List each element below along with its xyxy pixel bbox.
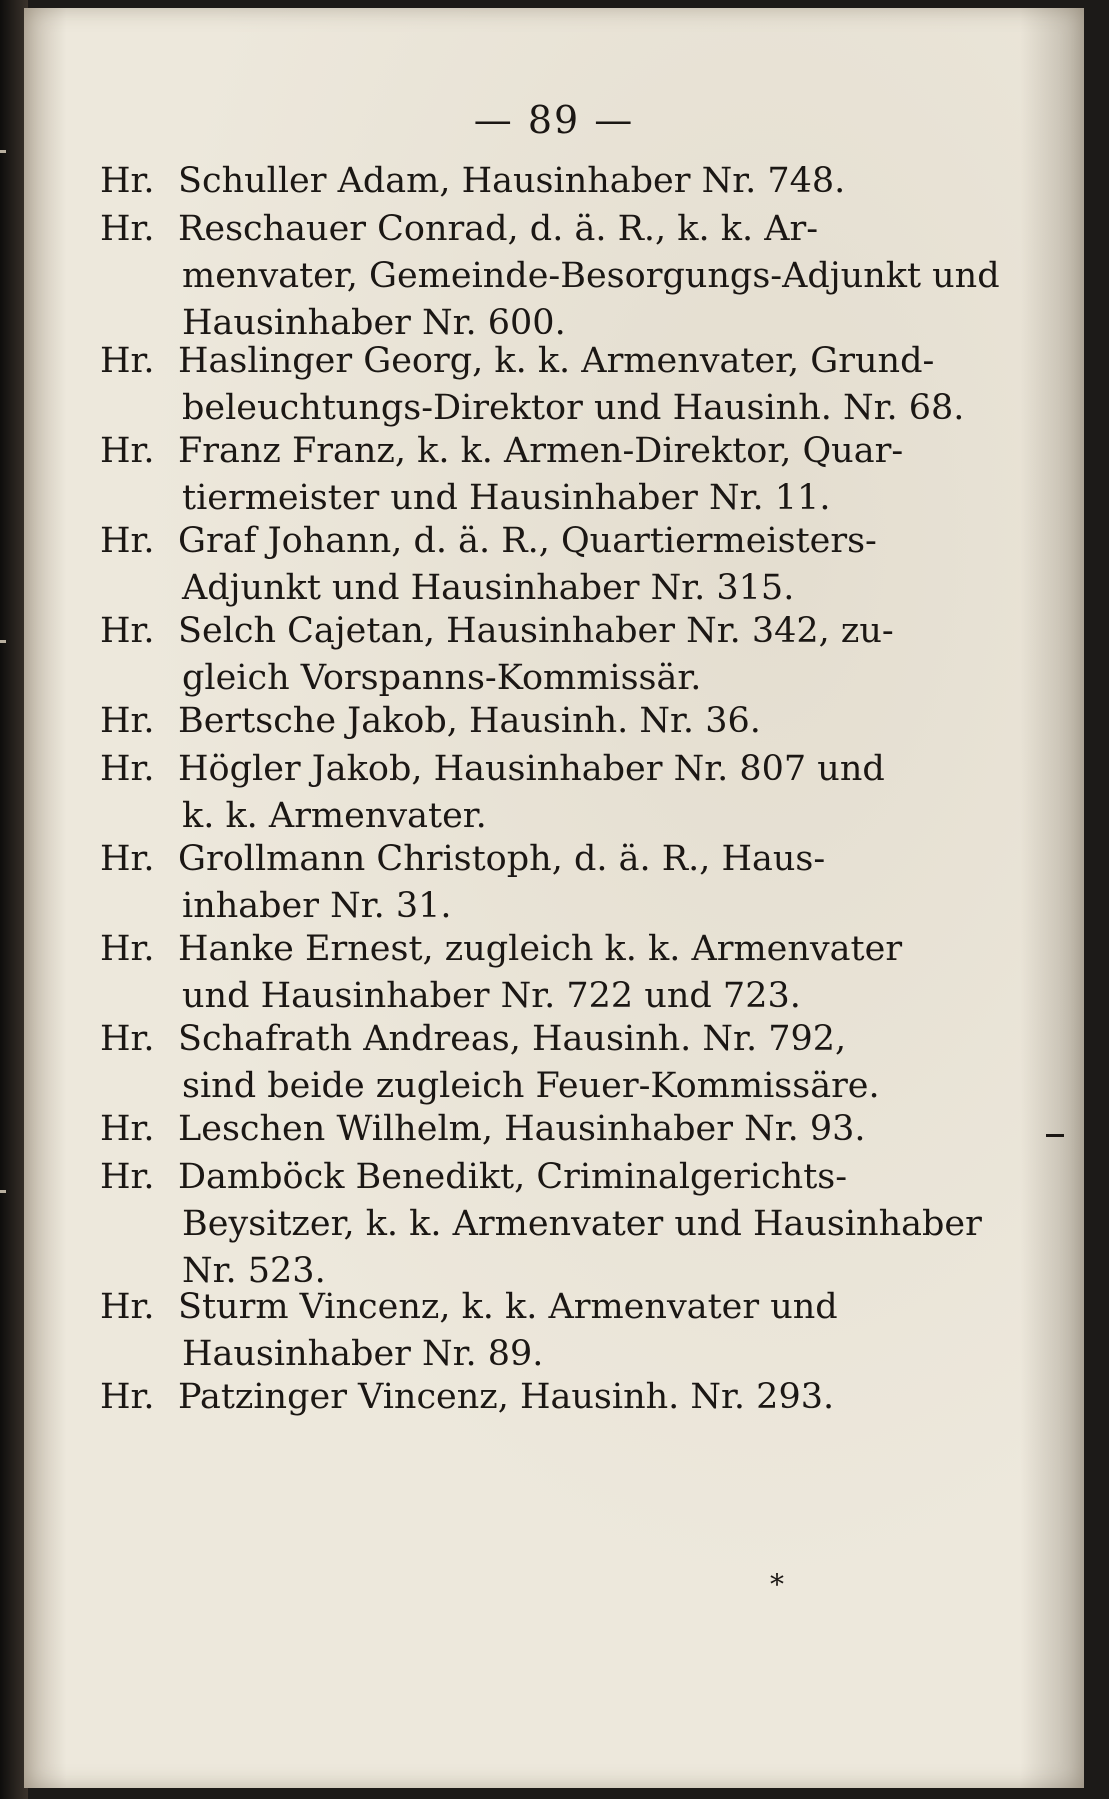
entry-prefix: Hr. bbox=[100, 1109, 155, 1149]
entry-text: Patzinger Vincenz, Hausinh. Nr. 293. bbox=[178, 1377, 835, 1417]
entry-continuation-line bbox=[100, 475, 1000, 522]
entry-text: Beysitzer, k. k. Armenvater und Hausinhaber bbox=[182, 1204, 982, 1244]
entry-text: Reschauer Conrad, d. ä. R., k. k. Ar- bbox=[178, 209, 819, 249]
entry-first-line bbox=[100, 158, 1000, 205]
list-item bbox=[100, 836, 1000, 930]
entry-text: Adjunkt und Hausinhaber Nr. 315. bbox=[182, 568, 795, 608]
entry-text: Damböck Benedikt, Criminalgerichts- bbox=[178, 1157, 848, 1197]
list-item bbox=[100, 608, 1000, 702]
entry-text: sind beide zugleich Feuer-Kommissäre. bbox=[182, 1066, 880, 1106]
list-item bbox=[100, 1106, 1000, 1153]
list-item bbox=[100, 518, 1000, 612]
entry-first-line bbox=[100, 428, 1000, 475]
list-item bbox=[100, 698, 1000, 745]
list-item bbox=[100, 1284, 1000, 1378]
entry-continuation-line bbox=[100, 973, 1000, 1020]
margin-dash bbox=[1046, 1134, 1064, 1137]
entry-text: Haslinger Georg, k. k. Armenvater, Grund- bbox=[178, 341, 935, 381]
footer-asterisk: * bbox=[770, 1568, 784, 1601]
entry-text: Schuller Adam, Hausinhaber Nr. 748. bbox=[178, 161, 846, 201]
list-item bbox=[100, 1154, 1000, 1295]
entry-text: k. k. Armenvater. bbox=[182, 796, 487, 836]
entry-first-line bbox=[100, 1374, 1000, 1421]
entry-text: Högler Jakob, Hausinhaber Nr. 807 und bbox=[178, 749, 885, 789]
entry-first-line bbox=[100, 836, 1000, 883]
entry-first-line bbox=[100, 1106, 1000, 1153]
entry-prefix: Hr. bbox=[100, 521, 155, 561]
list-item bbox=[100, 428, 1000, 522]
entry-first-line bbox=[100, 698, 1000, 745]
entry-first-line bbox=[100, 926, 1000, 973]
entry-prefix: Hr. bbox=[100, 431, 155, 471]
entry-prefix: Hr. bbox=[100, 1377, 155, 1417]
entry-first-line bbox=[100, 1284, 1000, 1331]
page-number: — 89 — bbox=[473, 98, 635, 142]
book-page bbox=[24, 8, 1084, 1788]
entry-text: Schafrath Andreas, Hausinh. Nr. 792, bbox=[178, 1019, 847, 1059]
entry-text: tiermeister und Hausinhaber Nr. 11. bbox=[182, 478, 831, 518]
entry-continuation-line bbox=[100, 1063, 1000, 1110]
edge-mark bbox=[0, 1190, 6, 1193]
entry-text: Nr. 523. bbox=[182, 1251, 326, 1291]
entry-list bbox=[24, 8, 1084, 1788]
entry-continuation-line bbox=[100, 655, 1000, 702]
entry-text: beleuchtungs-Direktor und Hausinh. Nr. 68. bbox=[182, 388, 965, 428]
list-item bbox=[100, 926, 1000, 1020]
entry-first-line bbox=[100, 608, 1000, 655]
entry-text: Leschen Wilhelm, Hausinhaber Nr. 93. bbox=[178, 1109, 866, 1149]
entry-prefix: Hr. bbox=[100, 839, 155, 879]
entry-continuation-line bbox=[100, 385, 1000, 432]
entry-text: Franz Franz, k. k. Armen-Direktor, Quar- bbox=[178, 431, 904, 471]
entry-text: Hausinhaber Nr. 600. bbox=[182, 303, 566, 343]
entry-continuation-line bbox=[100, 253, 1000, 300]
entry-prefix: Hr. bbox=[100, 209, 155, 249]
entry-text: Selch Cajetan, Hausinhaber Nr. 342, zu- bbox=[178, 611, 894, 651]
entry-continuation-line bbox=[100, 793, 1000, 840]
entry-text: Grollmann Christoph, d. ä. R., Haus- bbox=[178, 839, 826, 879]
list-item bbox=[100, 158, 1000, 205]
entry-text: Bertsche Jakob, Hausinh. Nr. 36. bbox=[178, 701, 761, 741]
entry-text: inhaber Nr. 31. bbox=[182, 886, 452, 926]
entry-text: Hausinhaber Nr. 89. bbox=[182, 1334, 544, 1374]
edge-mark bbox=[0, 640, 6, 643]
list-item bbox=[100, 746, 1000, 840]
entry-prefix: Hr. bbox=[100, 929, 155, 969]
entry-prefix: Hr. bbox=[100, 749, 155, 789]
entry-text: Graf Johann, d. ä. R., Quartiermeisters- bbox=[178, 521, 877, 561]
entry-continuation-line bbox=[100, 1331, 1000, 1378]
entry-first-line bbox=[100, 1154, 1000, 1201]
edge-mark bbox=[0, 150, 6, 153]
entry-first-line bbox=[100, 1016, 1000, 1063]
entry-prefix: Hr. bbox=[100, 701, 155, 741]
entry-prefix: Hr. bbox=[100, 1287, 155, 1327]
entry-text: gleich Vorspanns-Kommissär. bbox=[182, 658, 702, 698]
entry-prefix: Hr. bbox=[100, 1019, 155, 1059]
entry-prefix: Hr. bbox=[100, 161, 155, 201]
entry-text: menvater, Gemeinde-Besorgungs-Adjunkt und bbox=[182, 256, 1000, 296]
entry-first-line bbox=[100, 746, 1000, 793]
entry-text: Sturm Vincenz, k. k. Armenvater und bbox=[178, 1287, 838, 1327]
entry-continuation-line bbox=[100, 1201, 1000, 1248]
entry-first-line bbox=[100, 518, 1000, 565]
entry-prefix: Hr. bbox=[100, 341, 155, 381]
entry-text: und Hausinhaber Nr. 722 und 723. bbox=[182, 976, 801, 1016]
list-item bbox=[100, 1374, 1000, 1421]
entry-first-line bbox=[100, 206, 1000, 253]
list-item bbox=[100, 206, 1000, 347]
entry-continuation-line bbox=[100, 883, 1000, 930]
entry-text: Hanke Ernest, zugleich k. k. Armenvater bbox=[178, 929, 903, 969]
list-item bbox=[100, 338, 1000, 432]
entry-prefix: Hr. bbox=[100, 611, 155, 651]
list-item bbox=[100, 1016, 1000, 1110]
entry-continuation-line bbox=[100, 565, 1000, 612]
entry-prefix: Hr. bbox=[100, 1157, 155, 1197]
entry-first-line bbox=[100, 338, 1000, 385]
